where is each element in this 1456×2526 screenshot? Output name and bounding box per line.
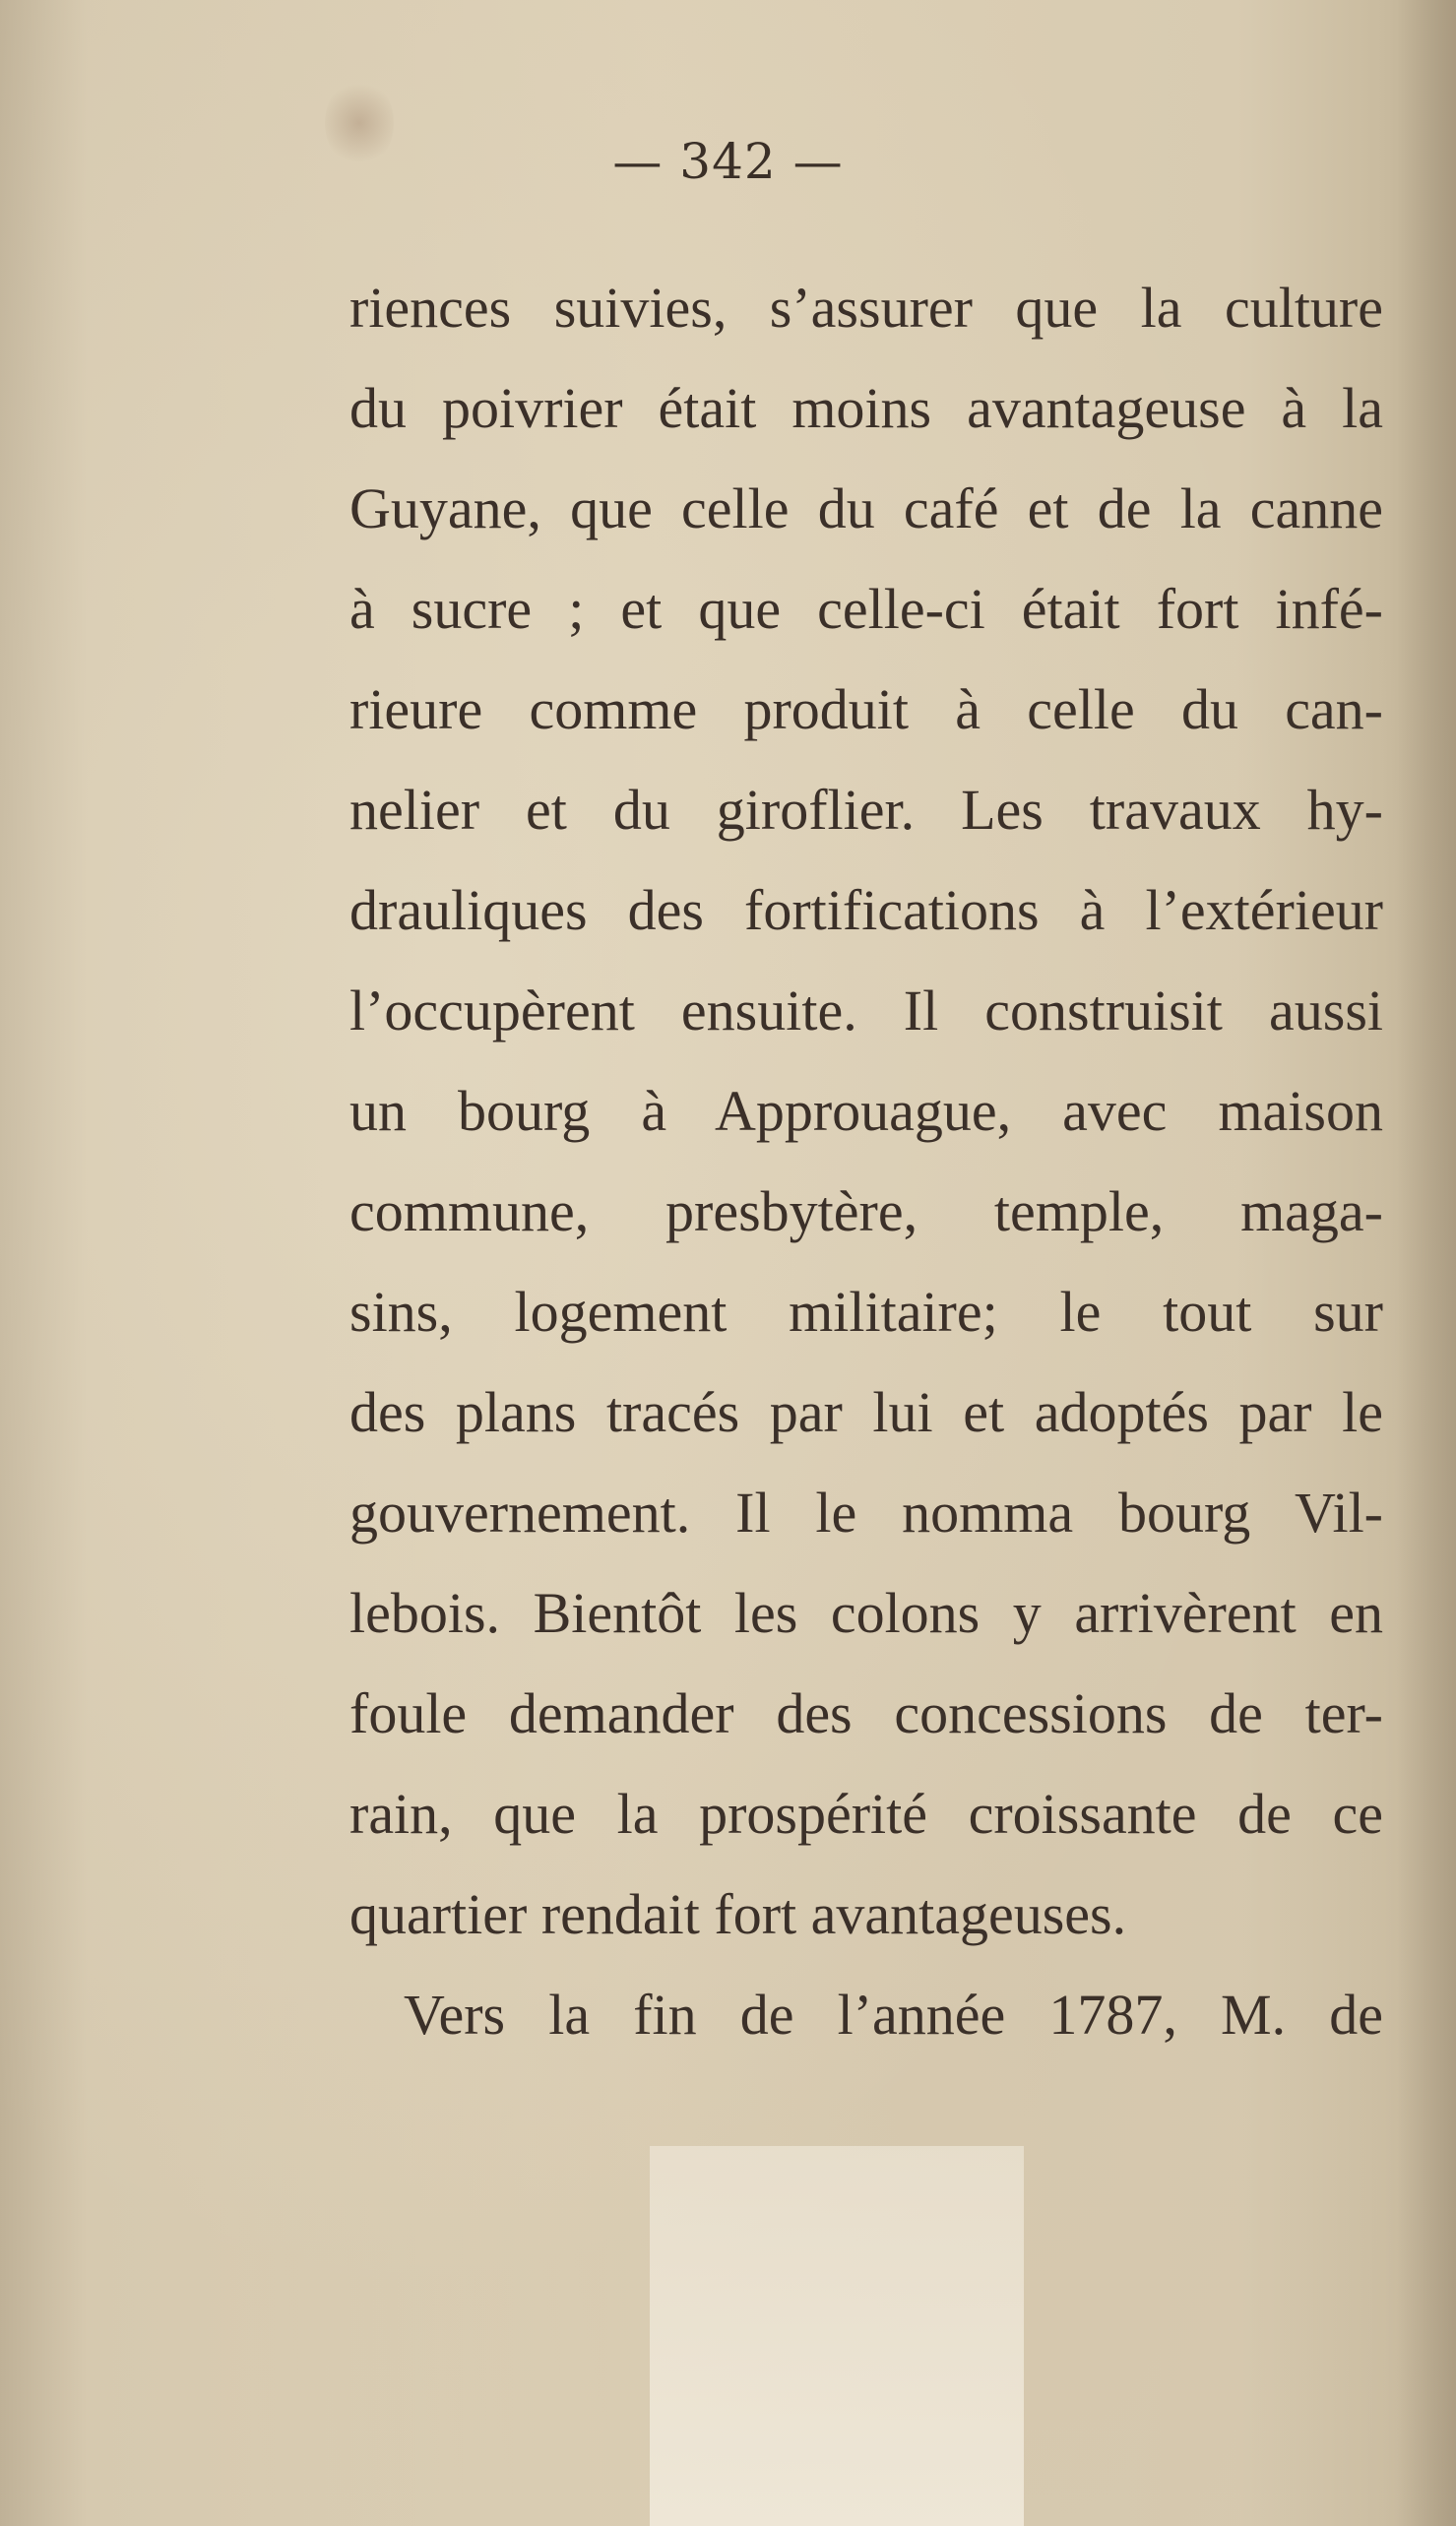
text-line: commune, presbytère, temple, maga-: [349, 1179, 1383, 1243]
body-text: [349, 258, 1383, 2065]
paper-patch: [650, 2146, 1024, 2526]
text-line: riences suivies, s’assurer que la culture: [349, 276, 1383, 340]
page-edge-shadow: [1397, 0, 1456, 2526]
text-line: nelier et du giroflier. Les travaux hy-: [349, 778, 1383, 842]
text-line: un bourg à Approuague, avec maison: [349, 1079, 1383, 1143]
text-line: rain, que la prospérité croissante de ce: [349, 1782, 1383, 1846]
text-line: foule demander des concessions de ter-: [349, 1681, 1383, 1745]
text-line: quartier rendait fort avantageuses.: [349, 1882, 1127, 1946]
text-line: gouvernement. Il le nomma bourg Vil-: [349, 1481, 1383, 1545]
text-line: drauliques des fortifications à l’extérieur: [349, 878, 1383, 942]
text-line: sins, logement militaire; le tout sur: [349, 1280, 1383, 1344]
text-line: Guyane, que celle du café et de la canne: [349, 476, 1383, 540]
text-line: lebois. Bientôt les colons y arrivèrent en: [349, 1581, 1383, 1645]
text-line: des plans tracés par lui et adoptés par le: [349, 1380, 1383, 1444]
page-number: — 342 —: [612, 133, 844, 190]
text-line: du poivrier était moins avantageuse à la: [349, 376, 1383, 440]
text-line: Vers la fin de l’année 1787, M. de: [404, 1983, 1383, 2047]
text-line: à sucre ; et que celle-ci était fort infé-: [349, 577, 1383, 641]
text-line: rieure comme produit à celle du can-: [349, 677, 1383, 741]
text-line: l’occupèrent ensuite. Il construisit aussi: [349, 979, 1383, 1042]
